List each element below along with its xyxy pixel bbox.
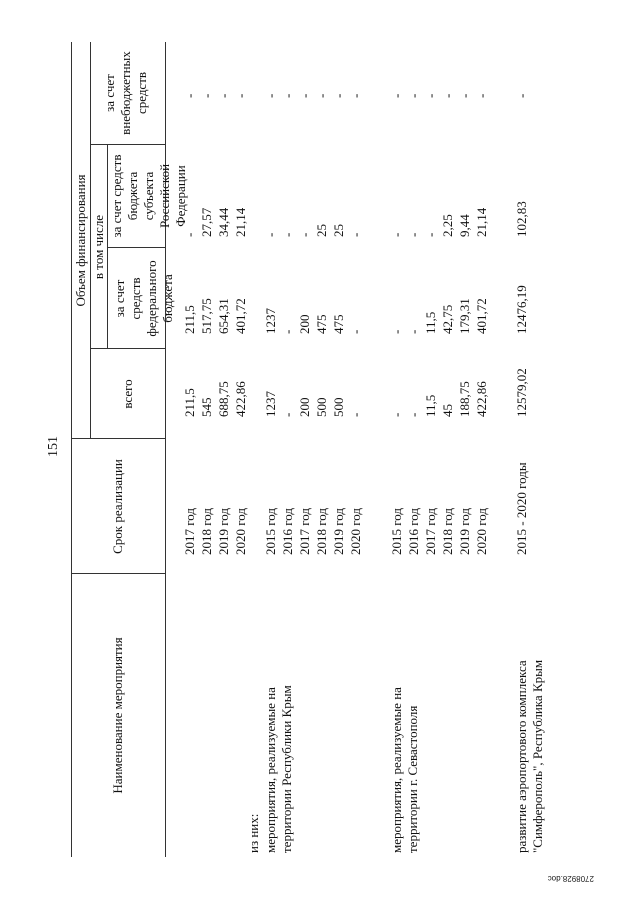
- cell-total: -: [389, 412, 404, 417]
- rotated-table-page: [46, 42, 598, 883]
- header-funding: Объем финансирования: [73, 174, 88, 307]
- header-period: Срок реализации: [110, 459, 125, 554]
- file-name: 2708928.doc: [547, 874, 594, 883]
- cell-total: 1237: [263, 391, 278, 417]
- cell-total: 188,75: [457, 381, 472, 417]
- cell-regional: 21,14: [233, 207, 248, 237]
- cell-period: 2017 год: [182, 508, 197, 555]
- cell-period: 2019 год: [457, 508, 472, 555]
- cell-federal: -: [389, 329, 404, 334]
- cell-regional: 27,57: [199, 207, 214, 237]
- cell-federal: -: [406, 329, 421, 334]
- cell-regional: 21,14: [474, 207, 489, 237]
- cell-total: 545: [199, 397, 214, 417]
- cell-period: 2017 год: [297, 508, 312, 555]
- cell-period: 2015 год: [389, 508, 404, 555]
- group-label-airport: развитие аэропортового комплекса "Симферополь", Республика Крым: [514, 659, 545, 853]
- cell-federal: 179,31: [457, 298, 472, 334]
- cell-period: 2017 год: [423, 508, 438, 555]
- cell-total: -: [280, 412, 295, 417]
- cell-total: 11,5: [423, 394, 438, 417]
- group-label-crimea: мероприятия, реализуемые на территории Республики Крым: [263, 685, 294, 853]
- cell-period: 2020 год: [233, 508, 248, 555]
- cell-federal: 475: [314, 314, 329, 334]
- cell-extrabudget: -: [514, 93, 529, 98]
- cell-period: 2019 год: [216, 508, 231, 555]
- cell-total: 45: [440, 404, 455, 417]
- cell-period: 2020 год: [348, 508, 363, 555]
- cell-regional: 102,83: [514, 201, 529, 237]
- table-top-rule: [71, 42, 72, 857]
- group-label-sevastopol: мероприятия, реализуемые на территории г. Севастополя: [389, 687, 420, 853]
- cell-regional: -: [182, 232, 197, 237]
- header-including: в том числе: [91, 214, 106, 280]
- cell-federal: -: [280, 329, 295, 334]
- cell-period: 2018 год: [199, 508, 214, 555]
- header-divider-4: [107, 247, 166, 248]
- cell-extrabudget: -: [423, 93, 438, 98]
- cell-total: 422,86: [233, 381, 248, 417]
- cell-total: 500: [314, 397, 329, 417]
- cell-extrabudget: -: [199, 93, 214, 98]
- cell-federal: 475: [331, 314, 346, 334]
- header-extrabudget: за счет внебюджетных средств: [102, 51, 149, 135]
- cell-extrabudget: -: [216, 93, 231, 98]
- cell-period: 2020 год: [474, 508, 489, 555]
- cell-extrabudget: -: [331, 93, 346, 98]
- cell-period: 2018 год: [314, 508, 329, 555]
- cell-federal: -: [348, 329, 363, 334]
- cell-extrabudget: -: [182, 93, 197, 98]
- cell-regional: 9,44: [457, 214, 472, 237]
- cell-total: 211,5: [182, 388, 197, 417]
- cell-regional: 25: [331, 224, 346, 237]
- cell-federal: 211,5: [182, 305, 197, 334]
- cell-regional: -: [280, 232, 295, 237]
- cell-extrabudget: -: [348, 93, 363, 98]
- cell-extrabudget: -: [263, 93, 278, 98]
- cell-regional: -: [263, 232, 278, 237]
- cell-regional: -: [423, 232, 438, 237]
- cell-extrabudget: -: [297, 93, 312, 98]
- cell-extrabudget: -: [280, 93, 295, 98]
- cell-federal: 200: [297, 314, 312, 334]
- cell-total: 12579,02: [514, 368, 529, 417]
- cell-period: 2015 - 2020 годы: [514, 462, 529, 555]
- cell-total: -: [406, 412, 421, 417]
- cell-total: 500: [331, 397, 346, 417]
- cell-extrabudget: -: [474, 93, 489, 98]
- cell-total: 688,75: [216, 381, 231, 417]
- cell-federal: 654,31: [216, 298, 231, 334]
- cell-regional: 25: [314, 224, 329, 237]
- cell-extrabudget: -: [233, 93, 248, 98]
- cell-regional: 2,25: [440, 214, 455, 237]
- group-label-iz-nih: из них:: [246, 813, 261, 853]
- header-federal: за счет средств федерального бюджета: [112, 260, 175, 337]
- cell-federal: 42,75: [440, 304, 455, 334]
- cell-regional: -: [389, 232, 404, 237]
- cell-federal: 517,75: [199, 298, 214, 334]
- cell-period: 2018 год: [440, 508, 455, 555]
- cell-total: 200: [297, 397, 312, 417]
- cell-regional: -: [406, 232, 421, 237]
- header-total: всего: [120, 379, 135, 409]
- cell-extrabudget: -: [406, 93, 421, 98]
- cell-period: 2016 год: [280, 508, 295, 555]
- cell-federal: 401,72: [474, 298, 489, 334]
- cell-regional: -: [297, 232, 312, 237]
- cell-regional: -: [348, 232, 363, 237]
- header-name: Наименование мероприятия: [110, 637, 125, 794]
- cell-federal: 1237: [263, 308, 278, 334]
- cell-extrabudget: -: [440, 93, 455, 98]
- cell-period: 2015 год: [263, 508, 278, 555]
- cell-extrabudget: -: [457, 93, 472, 98]
- cell-total: -: [348, 412, 363, 417]
- cell-federal: 401,72: [233, 298, 248, 334]
- header-regional: за счет средств бюджета субъекта Российской Федерации: [109, 154, 188, 238]
- cell-extrabudget: -: [314, 93, 329, 98]
- cell-period: 2016 год: [406, 508, 421, 555]
- cell-period: 2019 год: [331, 508, 346, 555]
- cell-total: 422,86: [474, 381, 489, 417]
- cell-federal: 11,5: [423, 311, 438, 334]
- cell-federal: 12476,19: [514, 285, 529, 334]
- cell-regional: 34,44: [216, 207, 231, 237]
- page-number: 151: [46, 436, 61, 457]
- cell-extrabudget: -: [389, 93, 404, 98]
